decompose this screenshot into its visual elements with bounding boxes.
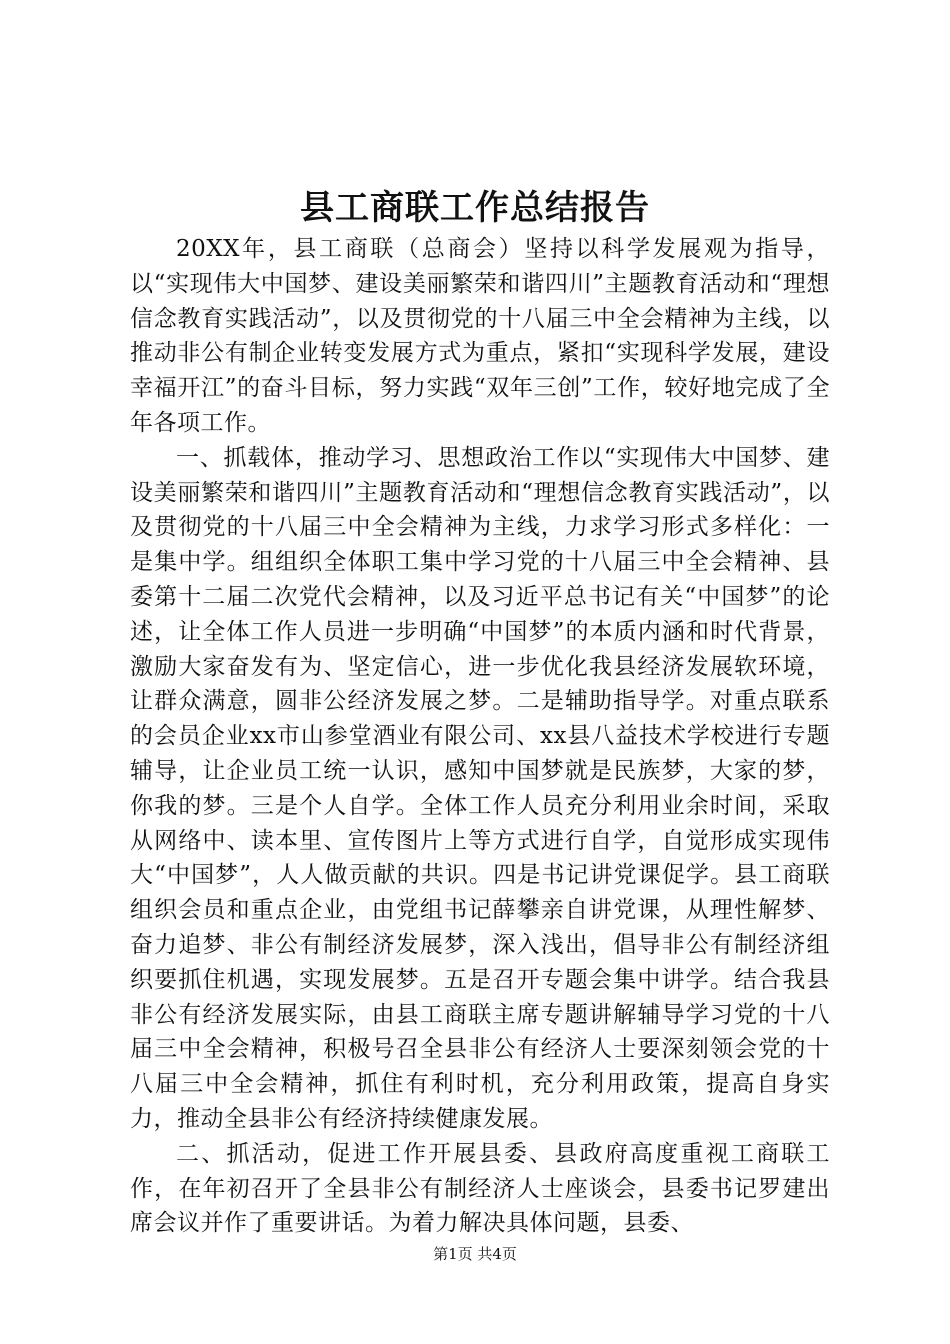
page-footer: 第1页 共4页 — [433, 1245, 517, 1263]
paragraph-section-2: 二、抓活动，促进工作开展县委、县政府高度重视工商联工作，在年初召开了全县非公有制经济人士座谈会，县委书记罗建出席会议并作了重要讲话。为着力解决具体问题，县委、 — [130, 1140, 830, 1237]
paragraph-section-1: 一、抓载体，推动学习、思想政治工作以“实现伟大中国梦、建设美丽繁荣和谐四川”主题教育活动和“理想信念教育实践活动”，以及贯彻党的十八届三中全会精神为主线，力求学习形式多样化：一是集中学。组组织全体职工集中学习党的十八届三中全会精神、县委第十二届二次党代会精神，以及习近平总书记有关“中国梦”的论述，让全体工作人员进一步明确“中国梦”的本质内涵和时代背景，激励大家奋发有为、坚定信心，进一步优化我县经济发展软环境，让群众满意，圆非公经济发展之梦。二是辅助指导学。对重点联系的会员企业xx市山参堂酒业有限公司、xx县八益技术学校进行专题辅导，让企业员工统一认识，感知中国梦就是民族梦，大家的梦，你我的梦。三是个人自学。全体工作人员充分利用业余时间，采取从网络中、读本里、宣传图片上等方式进行自学，自觉形成实现伟大“中国梦”，人人做贡献的共识。四是书记讲党课促学。县工商联组织会员和重点企业，由党组书记薛攀亲自讲党课，从理性解梦、奋力追梦、非公有制经济发展梦，深入浅出，倡导非公有制经济组织要抓住机遇，实现发展梦。五是召开专题会集中讲学。结合我县非公有经济发展实际，由县工商联主席专题讲解辅导学习党的十八届三中全会精神，积极号召全县非公有经济人士要深刻领会党的十八届三中全会精神，抓住有利时机，充分利用政策，提高自身实力，推动全县非公有经济持续健康发展。 — [130, 444, 830, 1132]
document-title: 县工商联工作总结报告 — [300, 188, 650, 228]
paragraph-intro: 20XX年，县工商联（总商会）坚持以科学发展观为指导，以“实现伟大中国梦、建设美丽繁荣和谐四川”主题教育活动和“理想信念教育实践活动”，以及贯彻党的十八届三中全会精神为主线，以推动非公有制企业转变发展方式为重点，紧扣“实现科学发展，建设幸福开江”的奋斗目标，努力实践“双年三创”工作，较好地完成了全年各项工作。 — [130, 236, 830, 436]
document-body — [130, 232, 830, 1241]
